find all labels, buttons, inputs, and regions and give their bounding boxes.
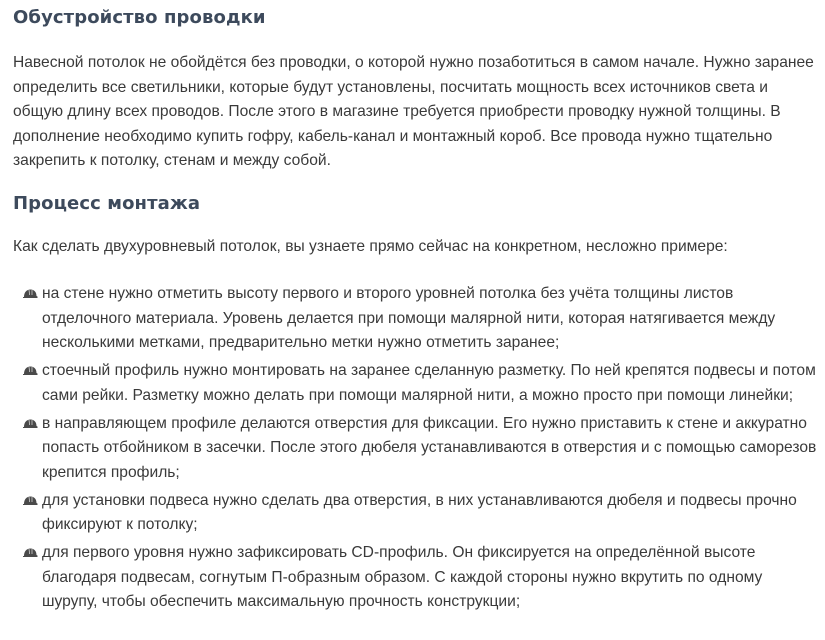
list-item-text: на стене нужно отметить высоту первого и второго уровней потолка без учёта толщины листов отделочного материала. Уровень делается при помощи малярной нити, которая натягивается между несколькими метками, предварительно метки нужно отметить заранее; bbox=[42, 285, 776, 351]
list-item bbox=[13, 541, 818, 615]
list-item bbox=[13, 489, 818, 538]
hard-hat-icon bbox=[22, 418, 38, 430]
section-heading-installation: Процесс монтажа bbox=[13, 193, 201, 214]
installation-steps-list bbox=[13, 282, 818, 618]
hard-hat-icon bbox=[22, 365, 38, 377]
section-heading-wiring: Обустройство проводки bbox=[13, 7, 266, 28]
hard-hat-icon bbox=[22, 547, 38, 559]
list-item-text: стоечный профиль нужно монтировать на заранее сделанную разметку. По ней крепятся подвесы и потом сами рейки. Разметку можно делать при помощи малярной нити, а можно просто при помощи линейки; bbox=[42, 362, 816, 404]
list-item bbox=[13, 359, 818, 408]
section-paragraph-wiring: Навесной потолок не обойдётся без проводки, о которой нужно позаботиться в самом начале. Нужно заранее определить все светильники, которые будут установлены, посчитать мощность всех источников света и общую длину всех проводов. После этого в магазине требуется приобрести проводку нужной толщины. В дополнение необходимо купить гофру, кабель-канал и монтажный короб. Все провода нужно тщательно закрепить к потолку, стенам и между собой. bbox=[13, 54, 814, 169]
list-item-text: в направляющем профиле делаются отверстия для фиксации. Его нужно приставить к стене и аккуратно попасть отбойником в засечки. После этого дюбеля устанавливаются в отверстия и с помощью саморезов крепится профиль; bbox=[42, 414, 817, 481]
hard-hat-icon bbox=[22, 495, 38, 507]
section-paragraph-installation: Как сделать двухуровневый потолок, вы узнаете прямо сейчас на конкретном, несложно примере: bbox=[13, 238, 728, 255]
list-item-text: для первого уровня нужно зафиксировать CD-профиль. Он фиксируется на определённой высоте благодаря подвесам, согнутым П-образным образом. С каждой стороны нужно вкрутить по одному шурупу, чтобы обеспечить максимальную прочность конструкции; bbox=[42, 544, 763, 610]
list-item-text: для установки подвеса нужно сделать два отверстия, в них устанавливаются дюбеля и подвесы прочно фиксируют к потолку; bbox=[42, 491, 797, 533]
hard-hat-icon bbox=[22, 288, 38, 300]
list-item bbox=[13, 412, 818, 486]
list-item bbox=[13, 282, 818, 356]
